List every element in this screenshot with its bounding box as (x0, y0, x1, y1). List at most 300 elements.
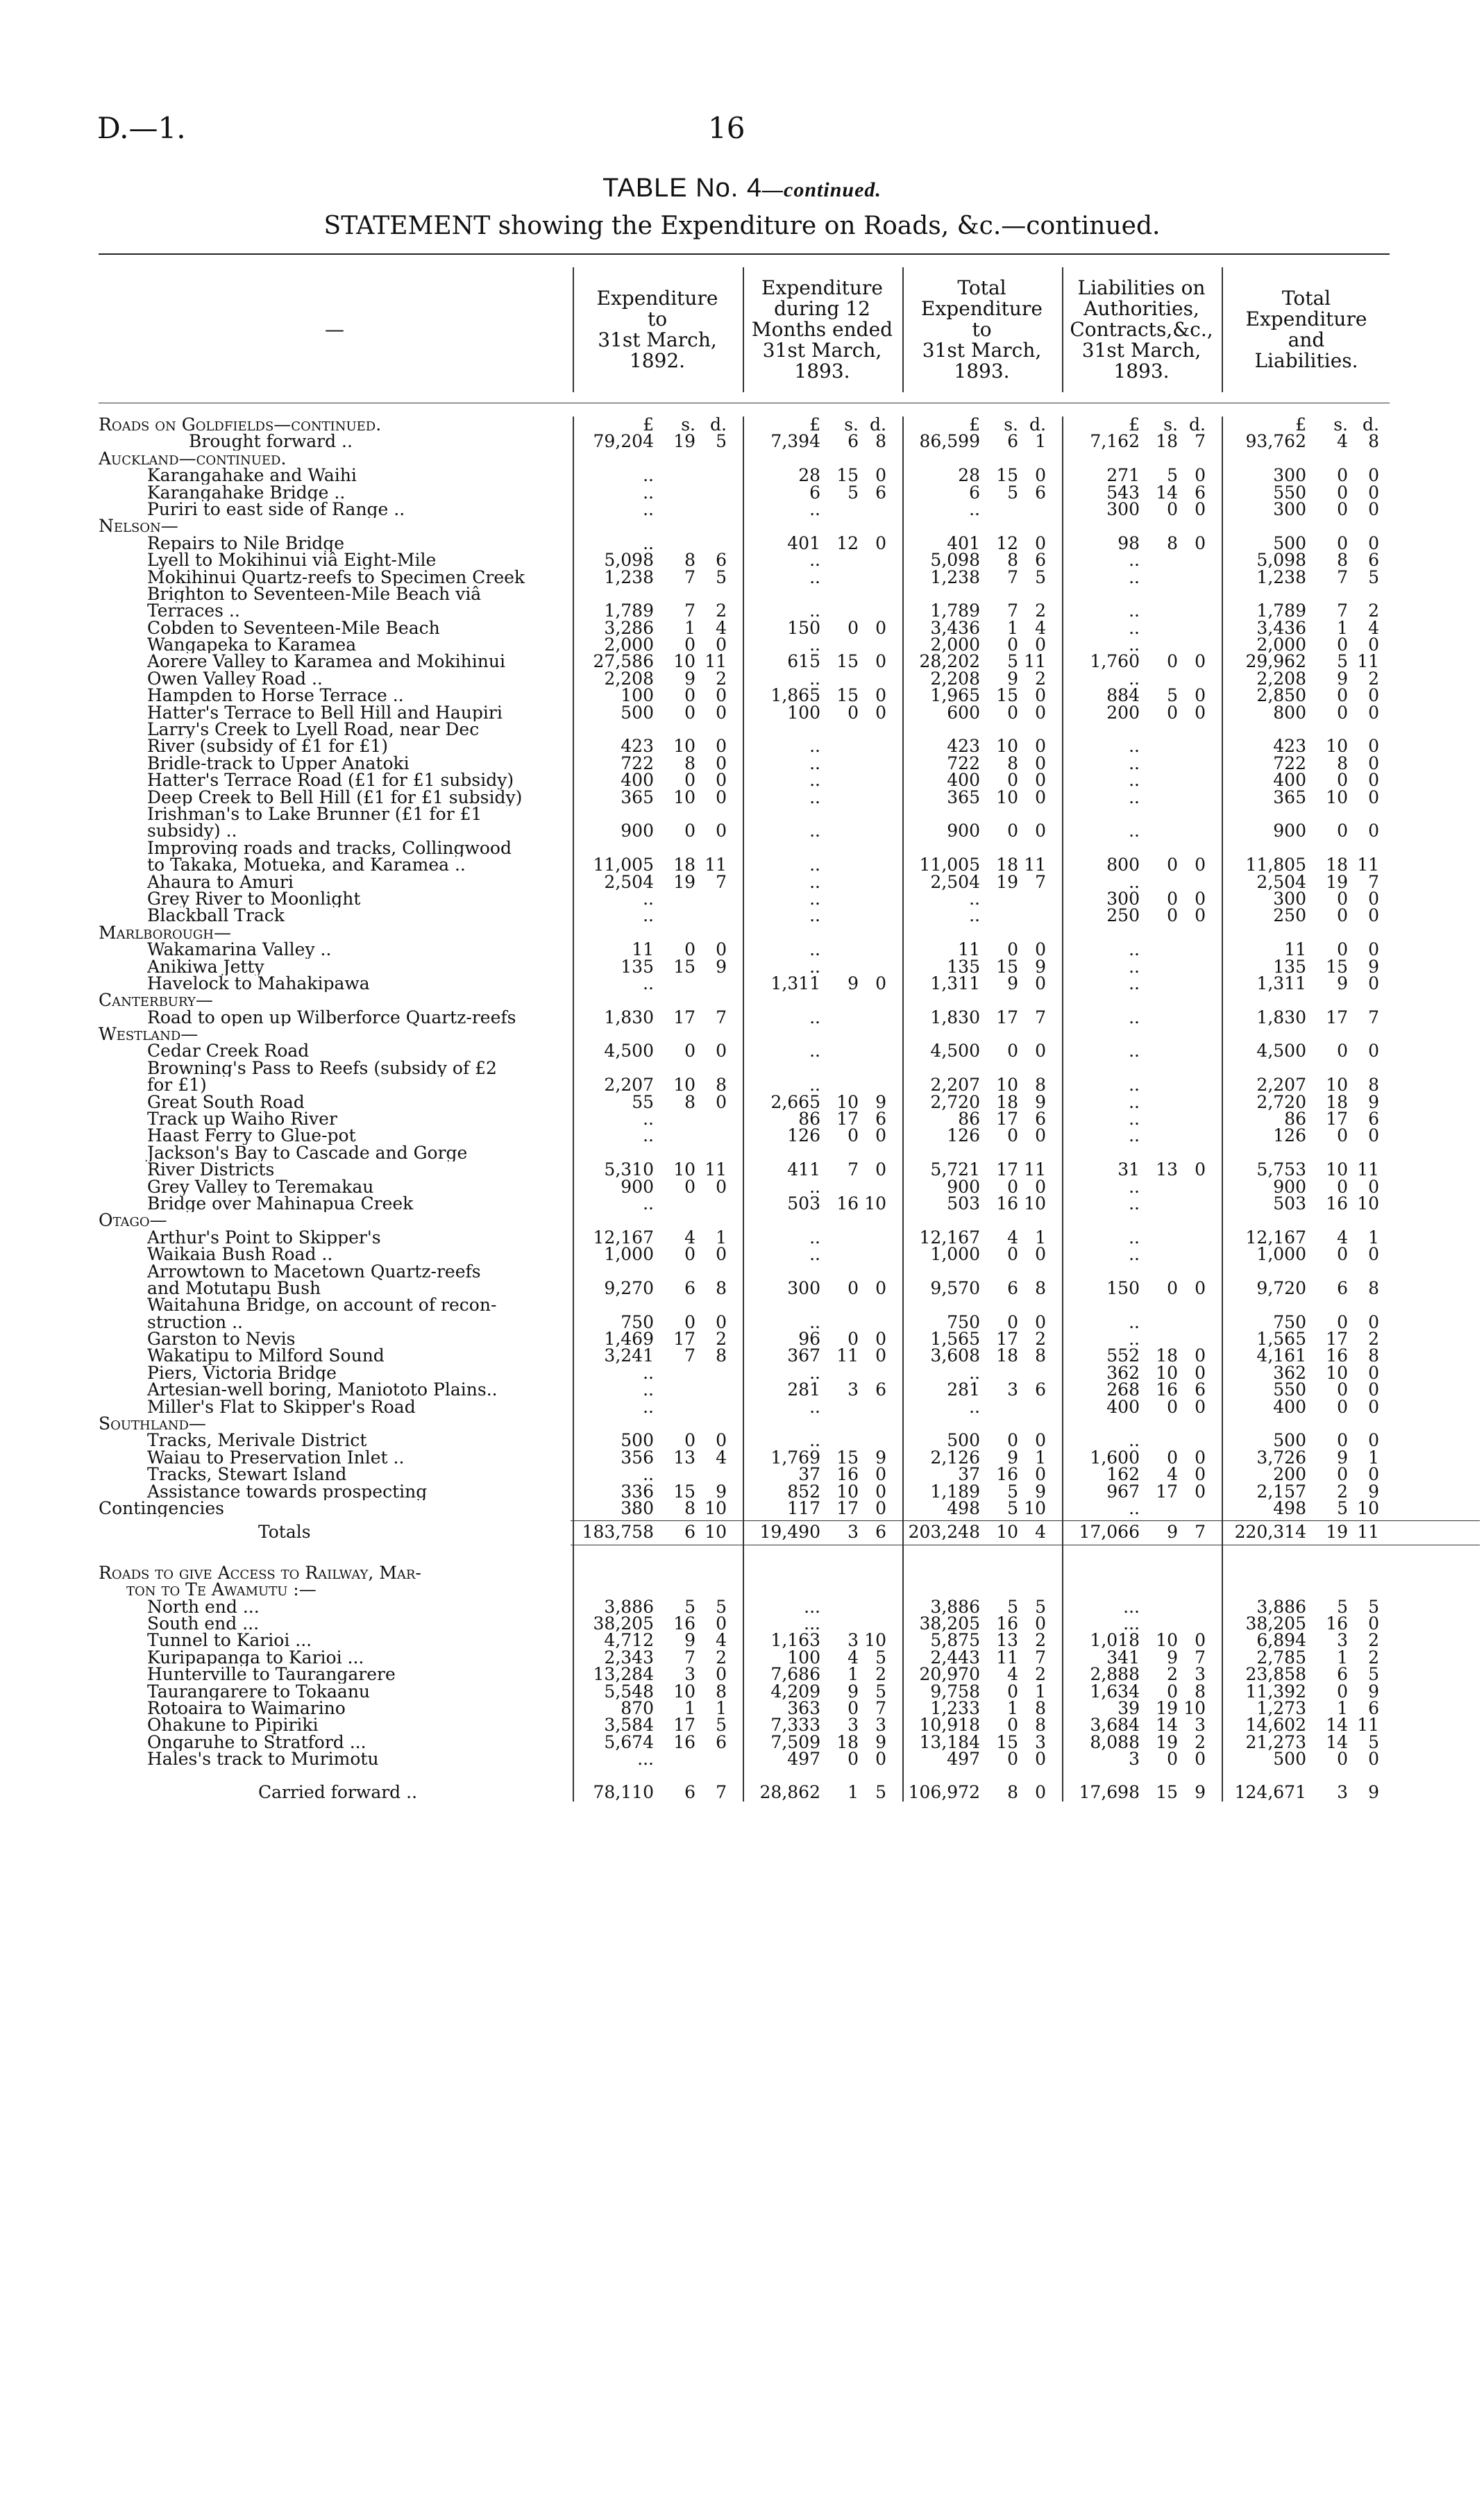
pounds-cell: 1,311 (930, 973, 980, 993)
shillings-cell: 0 (1337, 635, 1348, 655)
shillings-cell: 10 (836, 1481, 859, 1502)
pence-cell: 0 (1195, 1396, 1206, 1417)
pence-cell: 0 (1035, 1749, 1046, 1770)
table-row (99, 1379, 1390, 1400)
pounds-cell: 300 (787, 1277, 820, 1298)
pounds-cell: 2,504 (1256, 871, 1306, 892)
shillings-cell: 0 (1167, 1681, 1178, 1702)
table-row (99, 532, 1390, 553)
table-row (99, 857, 1390, 873)
shillings-cell: 0 (848, 617, 859, 638)
pence-cell: 0 (1368, 482, 1379, 503)
pounds-cell: 1,565 (930, 1329, 980, 1350)
pounds-cell: 1,273 (1256, 1697, 1306, 1718)
shillings-cell: 7 (1007, 601, 1018, 621)
pounds-cell: .. (809, 770, 820, 791)
pounds-cell: 884 (1106, 685, 1140, 706)
pounds-cell: 503 (947, 1193, 980, 1214)
pence-cell: 0 (1368, 1125, 1379, 1146)
pence-cell: 5 (1368, 1731, 1379, 1752)
row-label: Bridle-track to Upper Anatoki (147, 755, 410, 773)
pence-cell: 5 (1368, 566, 1379, 587)
row-label: Larry's Creek to Lyell Road, near Dec (147, 721, 480, 739)
pence-cell: 0 (1195, 1464, 1206, 1485)
shillings-cell: 0 (1337, 532, 1348, 553)
pounds-cell: 3,886 (930, 1596, 980, 1617)
table-row (99, 1565, 1390, 1581)
pence-cell: 7 (1195, 431, 1206, 452)
pence-cell: 9 (1368, 1481, 1379, 1502)
pounds-cell: .. (969, 888, 980, 909)
shillings-cell: 0 (1337, 482, 1348, 503)
pence-cell: 2 (1035, 668, 1046, 689)
shillings-cell: 0 (1337, 1176, 1348, 1197)
pence-cell: 0 (875, 1498, 886, 1518)
shillings-cell: 17 (1156, 1481, 1178, 1502)
pence-cell: 0 (1368, 787, 1379, 807)
row-label: Arthur's Point to Skipper's (147, 1229, 381, 1247)
table-body (99, 414, 1390, 1803)
pounds-cell: .. (1129, 871, 1140, 892)
pounds-cell: 250 (1106, 905, 1140, 926)
shillings-cell: 8 (1007, 550, 1018, 571)
pence-cell: 8 (716, 1345, 727, 1366)
shillings-cell: 0 (1007, 1176, 1018, 1197)
pence-cell: 8 (1368, 1345, 1379, 1366)
pence-cell: 1 (1035, 1447, 1046, 1468)
totals-rule (571, 1520, 1480, 1521)
pounds-cell: .. (1129, 956, 1140, 977)
pence-cell: 0 (875, 1159, 886, 1180)
shillings-cell: 0 (684, 821, 695, 841)
shillings-cell: 3 (848, 1630, 859, 1651)
pence-cell: d. (1029, 414, 1046, 435)
pounds-cell: 2,208 (1256, 668, 1306, 689)
pence-cell: 0 (875, 1345, 886, 1366)
pence-cell: 6 (875, 1379, 886, 1400)
shillings-cell: 9 (1007, 1447, 1018, 1468)
pounds-cell: .. (809, 1396, 820, 1417)
shillings-cell: 15 (836, 1447, 859, 1468)
pence-cell: 0 (1035, 465, 1046, 486)
pounds-cell: 900 (947, 821, 980, 841)
pounds-cell: 400 (947, 770, 980, 791)
pence-cell: 6 (1368, 1697, 1379, 1718)
pounds-cell: 411 (787, 1159, 820, 1180)
shillings-cell: 3 (848, 1522, 859, 1543)
shillings-cell: 10 (1326, 1362, 1348, 1383)
shillings-cell: 5 (1337, 1498, 1348, 1518)
header-blank: — (325, 318, 344, 341)
shillings-cell: 15 (836, 651, 859, 672)
pounds-cell: 39 (1118, 1697, 1140, 1718)
shillings-cell: 6 (1337, 1664, 1348, 1685)
pounds-cell: 31 (1118, 1159, 1140, 1180)
pounds-cell: 870 (621, 1697, 654, 1718)
pounds-cell: .. (643, 905, 654, 926)
pence-cell: 0 (716, 702, 727, 723)
table-row (99, 1091, 1390, 1112)
shillings-cell: 0 (1167, 1396, 1178, 1417)
pounds-cell: 2,850 (1256, 685, 1306, 706)
table-row (99, 1416, 1390, 1432)
pence-cell: 9 (1368, 1681, 1379, 1702)
shillings-cell: 7 (684, 1345, 695, 1366)
pence-cell: 1 (716, 1697, 727, 1718)
shillings-cell: 12 (836, 532, 859, 553)
pence-cell: 8 (1195, 1681, 1206, 1702)
shillings-cell: 0 (1167, 855, 1178, 875)
shillings-cell: 10 (1156, 1362, 1178, 1383)
pounds-cell: 38,205 (1245, 1613, 1306, 1634)
pence-cell: 4 (716, 1447, 727, 1468)
row-label: Waikaia Bush Road .. (147, 1246, 333, 1264)
pence-cell: 0 (1368, 1396, 1379, 1417)
pence-cell: 0 (1035, 1311, 1046, 1332)
table-row (99, 1581, 1390, 1598)
shillings-cell: 1 (684, 1697, 695, 1718)
totals-row (99, 1784, 1390, 1801)
pounds-cell: .. (1129, 1075, 1140, 1096)
pounds-cell: 500 (1273, 1430, 1306, 1451)
shillings-cell: 7 (1007, 566, 1018, 587)
pence-cell: 9 (1035, 1091, 1046, 1112)
pounds-cell: 96 (798, 1329, 820, 1350)
pence-cell: 2 (1368, 668, 1379, 689)
shillings-cell: 4 (1337, 431, 1348, 452)
pounds-cell: 3,608 (930, 1345, 980, 1366)
shillings-cell: 0 (848, 1329, 859, 1350)
shillings-cell: 18 (1156, 1345, 1178, 1366)
pence-cell: 9 (1368, 1091, 1379, 1112)
pence-cell: 6 (1035, 550, 1046, 571)
pounds-cell: .. (1129, 939, 1140, 960)
pounds-cell: .. (1129, 1109, 1140, 1130)
header-divider (902, 267, 904, 392)
pounds-cell: 722 (947, 753, 980, 773)
pounds-cell: .. (643, 1396, 654, 1417)
shillings-cell: 18 (836, 1731, 859, 1752)
shillings-cell: 10 (673, 1681, 695, 1702)
pounds-cell: 4,209 (770, 1681, 820, 1702)
row-label: for £1) (147, 1077, 207, 1094)
shillings-cell: 9 (1167, 1522, 1178, 1543)
shillings-cell: 0 (848, 1697, 859, 1718)
pounds-cell: .. (1129, 973, 1140, 993)
pence-cell: 5 (716, 1715, 727, 1736)
pounds-cell: 1,000 (604, 1244, 654, 1265)
row-label: to Takaka, Motueka, and Karamea .. (147, 857, 466, 874)
shillings-cell: 10 (996, 1522, 1018, 1543)
shillings-cell: 19 (1326, 871, 1348, 892)
shillings-cell: 18 (1156, 431, 1178, 452)
pence-cell: 11 (705, 1159, 727, 1180)
row-label: Garston to Nevis (147, 1331, 296, 1348)
shillings-cell: 10 (673, 651, 695, 672)
pounds-cell: .. (809, 1041, 820, 1061)
pence-cell: 11 (1357, 651, 1379, 672)
shillings-cell: 3 (1337, 1630, 1348, 1651)
shillings-cell: 9 (684, 1630, 695, 1651)
pounds-cell: 17,066 (1079, 1522, 1140, 1543)
pounds-cell: .. (809, 736, 820, 757)
row-label: Miller's Flat to Skipper's Road (147, 1398, 416, 1416)
statement-heading: STATEMENT showing the Expenditure on Roads, &c.—continued. (323, 212, 1161, 240)
pounds-cell: .. (643, 1464, 654, 1485)
shillings-cell: 8 (1007, 1782, 1018, 1803)
header-expenditure-12-months: Expenditure during 12 Months ended 31st March, 1893. (751, 276, 893, 383)
pounds-cell: 5,674 (604, 1731, 654, 1752)
pounds-cell: 4,712 (604, 1630, 654, 1651)
pence-cell: 0 (1035, 1176, 1046, 1197)
pounds-cell: 363 (787, 1697, 820, 1718)
pounds-cell: 750 (621, 1311, 654, 1332)
shillings-cell: 5 (1337, 651, 1348, 672)
shillings-cell: 0 (1007, 1041, 1018, 1061)
pounds-cell: .. (1129, 635, 1140, 655)
pounds-cell: 23,858 (1245, 1664, 1306, 1685)
shillings-cell: 0 (1337, 1396, 1348, 1417)
pounds-cell: 28,202 (919, 651, 980, 672)
shillings-cell: 10 (1326, 787, 1348, 807)
pounds-cell: 11 (958, 939, 980, 960)
shillings-cell: 0 (1337, 1244, 1348, 1265)
pence-cell: 0 (1368, 753, 1379, 773)
pence-cell: 2 (1368, 601, 1379, 621)
pence-cell: 11 (1357, 1522, 1379, 1543)
pounds-cell: 7,686 (770, 1664, 820, 1685)
pence-cell: 1 (1035, 431, 1046, 452)
pence-cell: 0 (875, 651, 886, 672)
pounds-cell: 1,760 (1090, 651, 1140, 672)
pounds-cell: 5,875 (930, 1630, 980, 1651)
shillings-cell: 16 (673, 1613, 695, 1634)
pounds-cell: 12,167 (919, 1227, 980, 1248)
row-label: Waitahuna Bridge, on account of recon- (147, 1297, 497, 1314)
pounds-cell: £ (809, 414, 820, 435)
pence-cell: 0 (1035, 702, 1046, 723)
pounds-cell: 4,161 (1256, 1345, 1306, 1366)
pence-cell: 8 (1035, 1075, 1046, 1096)
pence-cell: 7 (1035, 1007, 1046, 1027)
shillings-cell: 0 (1167, 888, 1178, 909)
pence-cell: 7 (1035, 1647, 1046, 1668)
pence-cell: 0 (1368, 498, 1379, 519)
pounds-cell: 800 (1273, 702, 1306, 723)
pounds-cell: 11,392 (1245, 1681, 1306, 1702)
pounds-cell: 1,163 (770, 1630, 820, 1651)
pence-cell: 0 (1035, 787, 1046, 807)
shillings-cell: 16 (1326, 1345, 1348, 1366)
table-row (99, 925, 1390, 941)
pounds-cell: 7,333 (770, 1715, 820, 1736)
shillings-cell: 19 (673, 431, 695, 452)
pounds-cell: 6,894 (1256, 1630, 1306, 1651)
pounds-cell: 2,443 (930, 1647, 980, 1668)
row-label: Road to open up Wilberforce Quartz-reefs (147, 1009, 516, 1027)
row-label: Wakamarina Valley .. (147, 941, 332, 959)
shillings-cell: 7 (684, 601, 695, 621)
shillings-cell: 6 (1337, 1277, 1348, 1298)
pence-cell: 10 (1024, 1193, 1046, 1214)
pounds-cell: 1,233 (930, 1697, 980, 1718)
top-rule (99, 253, 1390, 255)
pounds-cell: ... (1123, 1613, 1140, 1634)
pounds-cell: .. (809, 1075, 820, 1096)
pounds-cell: 150 (1106, 1277, 1140, 1298)
shillings-cell: 6 (684, 1782, 695, 1803)
pounds-cell: 1,238 (1256, 566, 1306, 587)
shillings-cell: 9 (1007, 973, 1018, 993)
shillings-cell: 0 (1167, 702, 1178, 723)
pence-cell: 0 (716, 685, 727, 706)
table-row (99, 702, 1390, 723)
pence-cell: 0 (1195, 888, 1206, 909)
shillings-cell: 15 (996, 956, 1018, 977)
table-row (99, 1548, 1390, 1565)
shillings-cell: 0 (1337, 1311, 1348, 1332)
header-divider (1222, 267, 1223, 392)
shillings-cell: 2 (1167, 1664, 1178, 1685)
table-row (99, 1500, 1390, 1517)
shillings-cell: 9 (1167, 1647, 1178, 1668)
row-label: Jackson's Bay to Cascade and Gorge (147, 1144, 468, 1162)
pounds-cell: 1,830 (604, 1007, 654, 1027)
table-row (99, 1751, 1390, 1768)
row-label: Tunnel to Karioi ... (147, 1632, 312, 1650)
pounds-cell: .. (809, 1007, 820, 1027)
pence-cell: 9 (1035, 956, 1046, 977)
row-label: Grey Valley to Teremakau (147, 1178, 374, 1195)
pounds-cell: 400 (1106, 1396, 1140, 1417)
pounds-cell: .. (809, 1311, 820, 1332)
pence-cell: 3 (1195, 1715, 1206, 1736)
pounds-cell: .. (1129, 1007, 1140, 1027)
pence-cell: 5 (1368, 1664, 1379, 1685)
shillings-cell: 0 (848, 1749, 859, 1770)
shillings-cell: 0 (1007, 939, 1018, 960)
shillings-cell: 10 (1326, 736, 1348, 757)
pounds-cell: 126 (1273, 1125, 1306, 1146)
pounds-cell: 86,599 (919, 431, 980, 452)
pounds-cell: 4,500 (604, 1041, 654, 1061)
pence-cell: 0 (1368, 821, 1379, 841)
pounds-cell: 362 (1273, 1362, 1306, 1383)
shillings-cell: 1 (1007, 617, 1018, 638)
pence-cell: 10 (1024, 1498, 1046, 1518)
pence-cell: 2 (1368, 1630, 1379, 1651)
pence-cell: 11 (1024, 651, 1046, 672)
pounds-cell: 2,000 (604, 635, 654, 655)
shillings-cell: 3 (848, 1715, 859, 1736)
pounds-cell: .. (643, 973, 654, 993)
pence-cell: 0 (1195, 1362, 1206, 1383)
pounds-cell: 2,888 (1090, 1664, 1140, 1685)
pounds-cell: .. (643, 1362, 654, 1383)
pounds-cell: 503 (787, 1193, 820, 1214)
pence-cell: 0 (1368, 770, 1379, 791)
pounds-cell: 900 (621, 821, 654, 841)
table-row (99, 1596, 1390, 1617)
pence-cell: 5 (875, 1782, 886, 1803)
pence-cell: 8 (1035, 1345, 1046, 1366)
table-row (99, 498, 1390, 519)
shillings-cell: 15 (996, 465, 1018, 486)
column-divider (573, 417, 574, 1802)
shillings-cell: 0 (1167, 1447, 1178, 1468)
row-label: Deep Creek to Bell Hill (£1 for £1 subsidy) (147, 789, 523, 806)
pence-cell: 0 (1035, 1041, 1046, 1061)
pounds-cell: .. (1129, 736, 1140, 757)
table-row (99, 721, 1390, 738)
pence-cell: 0 (1195, 1481, 1206, 1502)
pence-cell: 0 (875, 465, 886, 486)
pence-cell: 0 (1035, 753, 1046, 773)
pence-cell: 5 (716, 431, 727, 452)
pence-cell: 0 (1368, 888, 1379, 909)
pence-cell: 0 (716, 939, 727, 960)
pounds-cell: .. (1129, 1125, 1140, 1146)
table-row (99, 586, 1390, 603)
shillings-cell: 19 (1156, 1731, 1178, 1752)
table-row (99, 1246, 1390, 1263)
column-divider (902, 417, 904, 1802)
pence-cell: 6 (875, 482, 886, 503)
pounds-cell: 967 (1106, 1481, 1140, 1502)
pounds-cell: 100 (787, 1647, 820, 1668)
shillings-cell: 8 (1337, 753, 1348, 773)
pence-cell: 0 (1195, 532, 1206, 553)
shillings-cell: 0 (684, 770, 695, 791)
pounds-cell: 2,665 (770, 1091, 820, 1112)
pounds-cell: 220,314 (1234, 1522, 1306, 1543)
pence-cell: 0 (1195, 465, 1206, 486)
pence-cell: d. (710, 414, 727, 435)
pounds-cell: .. (809, 1227, 820, 1248)
shillings-cell: 15 (673, 956, 695, 977)
shillings-cell: 1 (684, 617, 695, 638)
pounds-cell: 362 (1106, 1362, 1140, 1383)
pounds-cell: 124,671 (1234, 1782, 1306, 1803)
pence-cell: 5 (875, 1681, 886, 1702)
shillings-cell: 10 (673, 1159, 695, 1180)
pence-cell: 10 (1183, 1697, 1206, 1718)
pounds-cell: .. (1129, 1430, 1140, 1451)
shillings-cell: 16 (1326, 1193, 1348, 1214)
pounds-cell: 300 (1273, 498, 1306, 519)
shillings-cell: 9 (848, 1681, 859, 1702)
shillings-cell: 19 (673, 871, 695, 892)
shillings-cell: 0 (1007, 702, 1018, 723)
shillings-cell: 17 (836, 1498, 859, 1518)
pence-cell: 2 (1035, 1630, 1046, 1651)
row-label: Nelson— (99, 518, 178, 535)
shillings-cell: 0 (1337, 1125, 1348, 1146)
shillings-cell: 5 (1337, 1596, 1348, 1617)
pence-cell: 6 (716, 1731, 727, 1752)
pence-cell: 0 (875, 532, 886, 553)
pence-cell: 7 (716, 871, 727, 892)
shillings-cell: 15 (836, 685, 859, 706)
pounds-cell: 3,436 (930, 617, 980, 638)
pounds-cell: 2,000 (1256, 635, 1306, 655)
row-label: Karangahake Bridge .. (147, 484, 346, 501)
pence-cell: 0 (1368, 532, 1379, 553)
shillings-cell: 16 (996, 1613, 1018, 1634)
table-row (99, 1297, 1390, 1313)
table-row (99, 975, 1390, 992)
pounds-cell: 86 (798, 1109, 820, 1130)
